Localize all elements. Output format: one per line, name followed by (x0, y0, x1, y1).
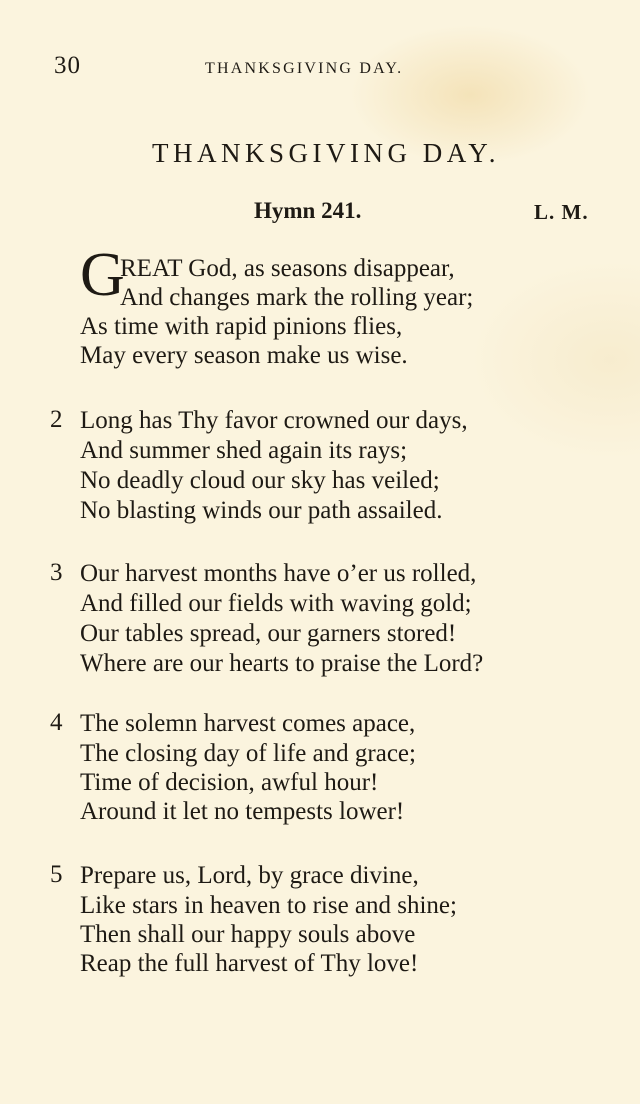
drop-cap: G (80, 241, 125, 309)
verse-line: Our tables spread, our garners stored! (80, 620, 457, 647)
verse-line: REAT God, as seasons disappear, (120, 255, 455, 282)
verse-line: And changes mark the rolling year; (120, 284, 474, 311)
verse-line: The solemn harvest comes apace, (80, 710, 416, 737)
verse-line: Around it let no tempests lower! (80, 798, 405, 825)
verse-line: Long has Thy favor crowned our days, (80, 407, 468, 434)
verse-line: May every season make us wise. (80, 342, 408, 369)
verse-number: 2 (50, 406, 63, 433)
hymn-title: Hymn 241. (254, 198, 362, 223)
verse-line: Reap the full harvest of Thy love! (80, 950, 419, 977)
verse-line: And summer shed again its rays; (80, 437, 408, 464)
hymn-meter: L. M. (534, 200, 589, 224)
verse-line: Then shall our happy souls above (80, 921, 416, 948)
verse-line: No deadly cloud our sky has veiled; (80, 467, 440, 494)
verse-line: Where are our hearts to praise the Lord? (80, 650, 484, 677)
page-number: 30 (54, 52, 81, 79)
verse-line: Time of decision, awful hour! (80, 769, 379, 796)
verse-line: Like stars in heaven to rise and shine; (80, 892, 457, 919)
verse-number: 5 (50, 861, 63, 888)
running-head: THANKSGIVING DAY. (205, 60, 404, 77)
verse-line: And filled our fields with waving gold; (80, 590, 472, 617)
verse-line: Prepare us, Lord, by grace divine, (80, 862, 419, 889)
verse-number: 3 (50, 559, 63, 586)
verse-line: The closing day of life and grace; (80, 740, 416, 767)
verse-line: No blasting winds our path assailed. (80, 497, 443, 524)
verse-number: 4 (50, 709, 63, 736)
verse-line: Our harvest months have o’er us rolled, (80, 560, 477, 587)
section-title: THANKSGIVING DAY. (151, 138, 501, 168)
verse-line: As time with rapid pinions flies, (80, 313, 403, 340)
